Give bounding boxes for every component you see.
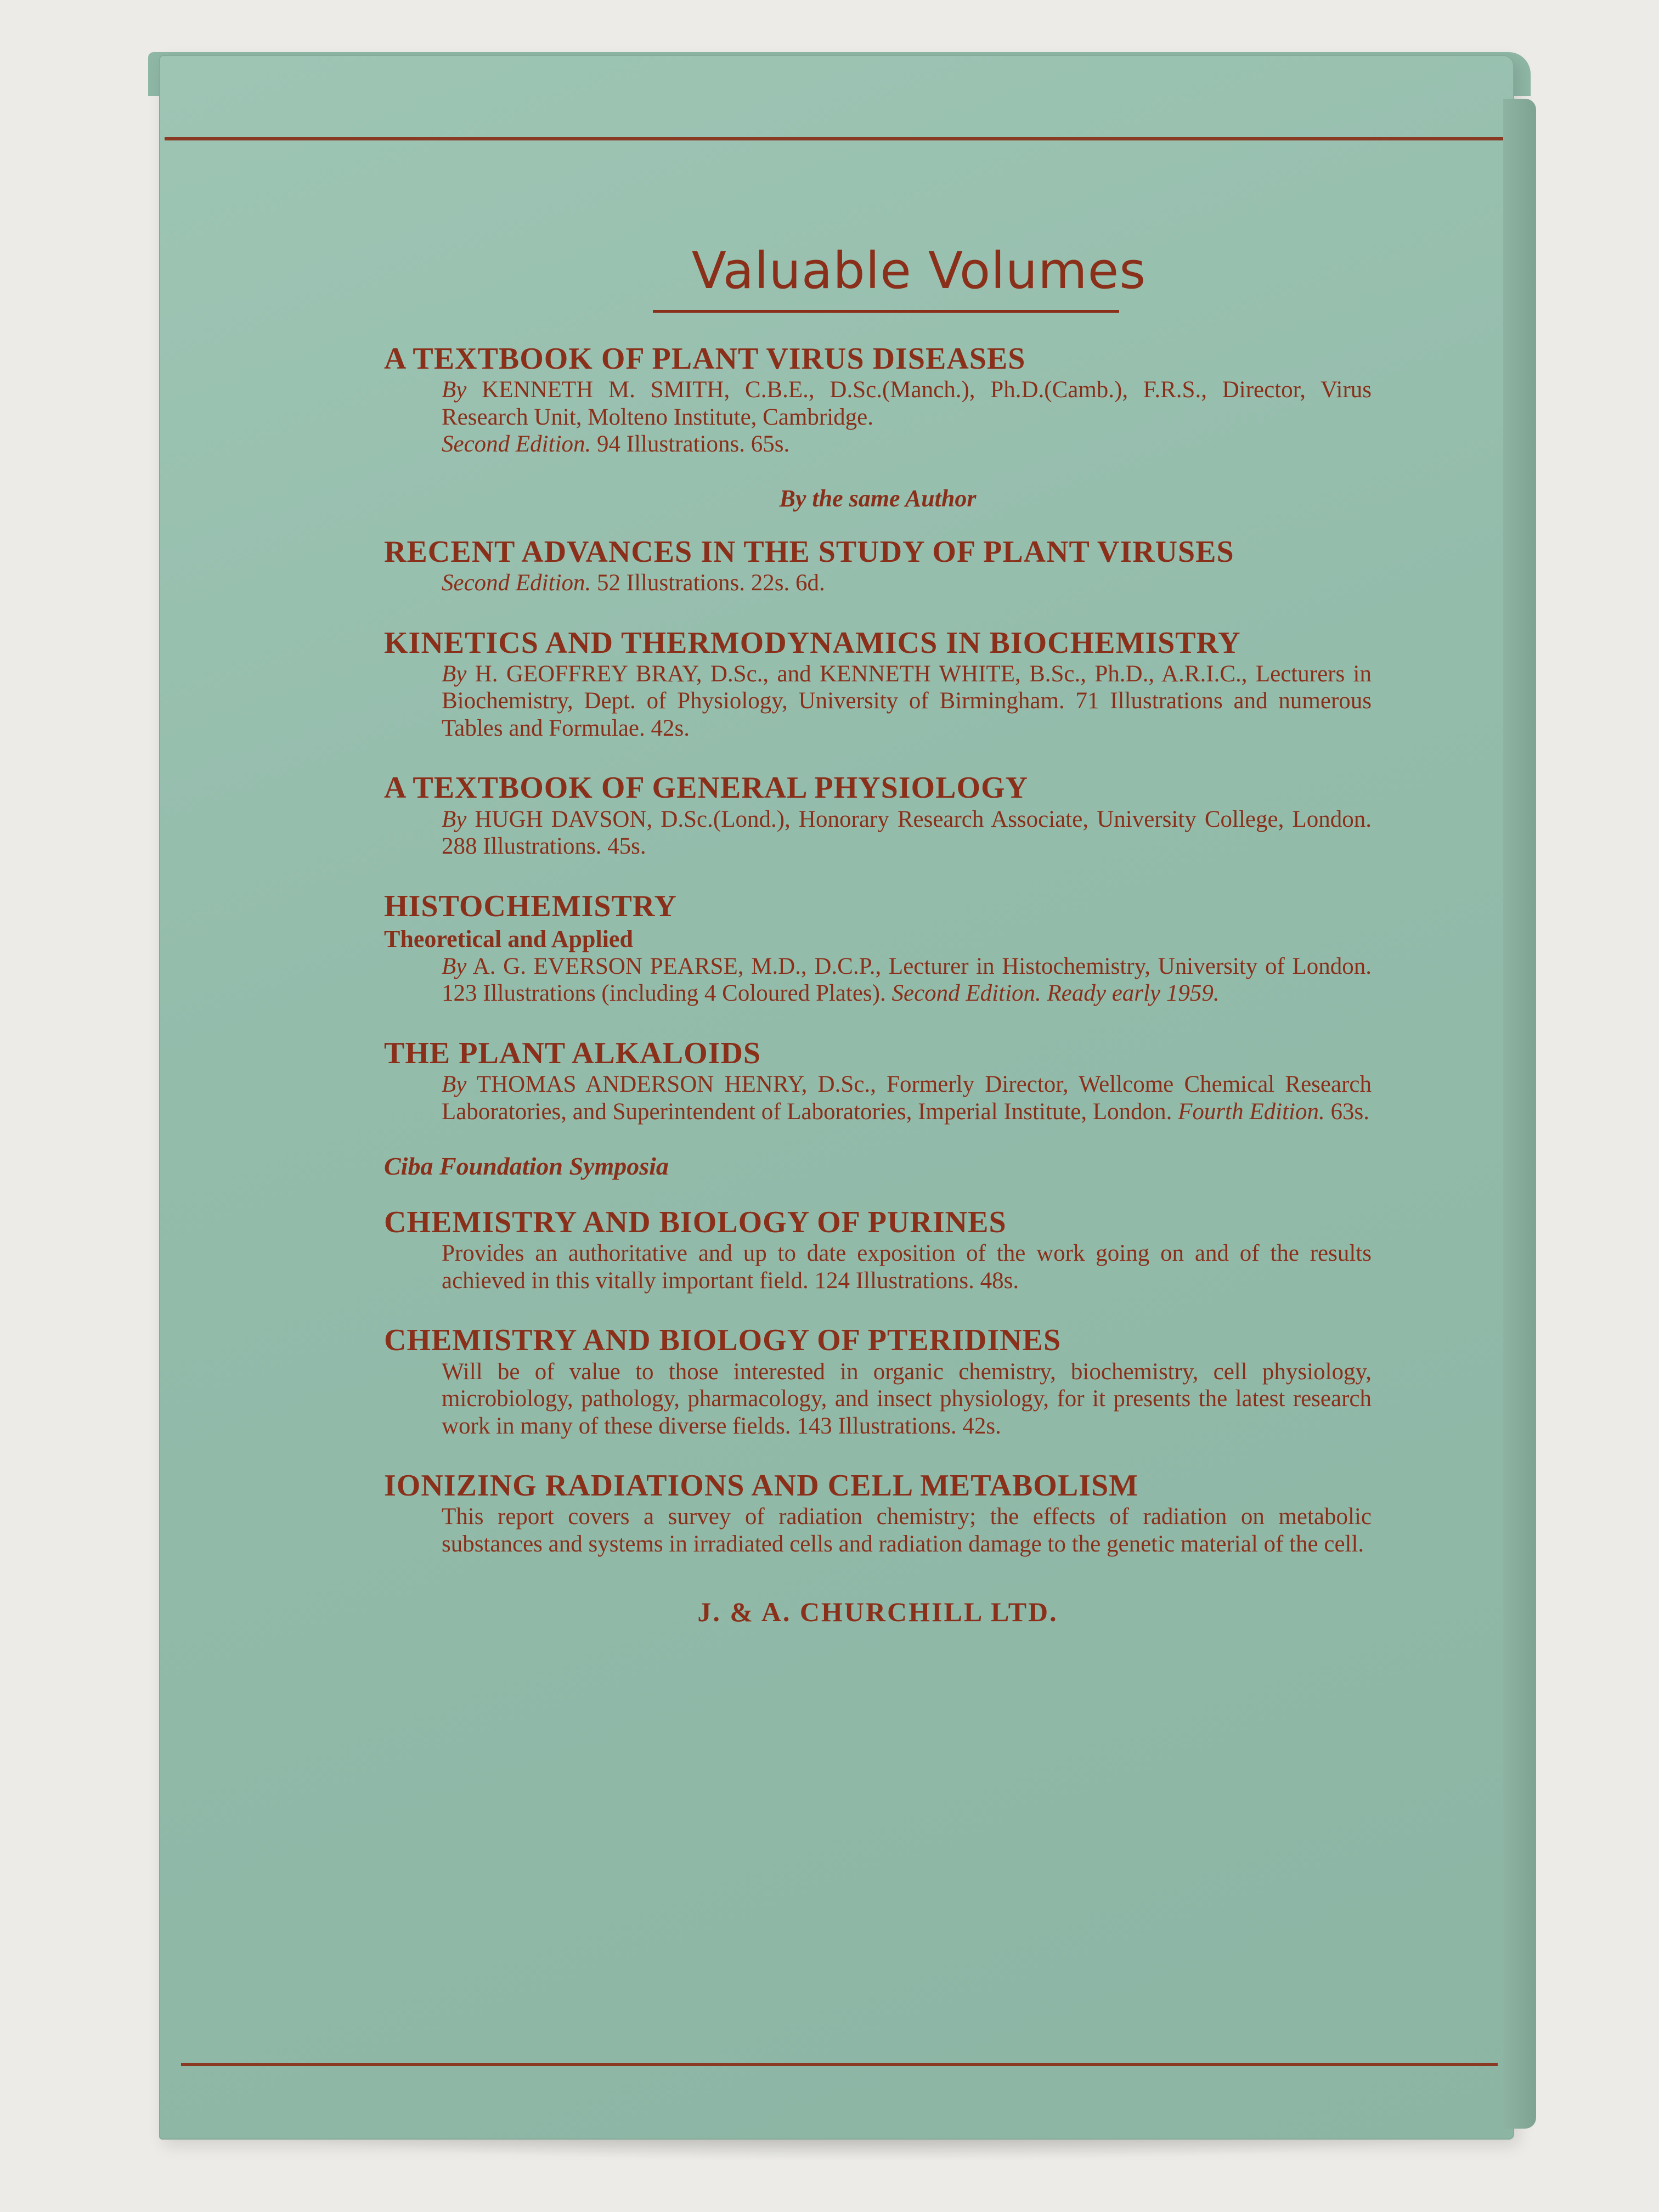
book-description: This report covers a survey of radiation chemistry; the effects of radiation on metabolic substances and systems in irradiated cells and radiation damage to the genetic material of the cell. bbox=[442, 1504, 1372, 1557]
book-entry bbox=[384, 770, 1372, 860]
book-title: IONIZING RADIATIONS AND CELL METABOLISM bbox=[384, 1469, 1138, 1503]
book-title: HISTOCHEMISTRY bbox=[384, 889, 677, 923]
author-details: KENNETH M. SMITH, C.B.E., D.Sc.(Manch.), Ph.D.(Camb.), F.R.S., Director, Virus Research Unit, Molteno Institute, Cambridge. bbox=[442, 377, 1372, 430]
author-details: HUGH DAVSON, D.Sc.(Lond.), Honorary Research Associate, University College, London. 288 Illustrations. 45s. bbox=[442, 806, 1372, 860]
edition: Fourth Edition. bbox=[1178, 1098, 1325, 1125]
book-title: RECENT ADVANCES IN THE STUDY OF PLANT VIRUSES bbox=[384, 534, 1234, 569]
by-prefix: By bbox=[442, 377, 467, 403]
publisher-name: J. & A. CHURCHILL LTD. bbox=[697, 1596, 1058, 1628]
title-underline bbox=[653, 310, 1119, 313]
back-cover-text bbox=[384, 241, 1372, 1628]
book-entry bbox=[384, 534, 1372, 597]
book-title: A TEXTBOOK OF PLANT VIRUS DISEASES bbox=[384, 342, 1026, 376]
book-entry bbox=[384, 625, 1372, 742]
author-details: H. GEOFFREY BRAY, D.Sc., and KENNETH WHITE, B.Sc., Ph.D., A.R.I.C., Lecturers in Biochemistry, Dept. of Physiology, University of Birmingham. 71 Illustrations and numerous Tables and Formulae. 42s. bbox=[442, 661, 1372, 741]
book-title: THE PLANT ALKALOIDS bbox=[384, 1036, 761, 1070]
book-description bbox=[442, 661, 1372, 742]
author-details: THOMAS ANDERSON HENRY, D.Sc., Formerly Director, Wellcome Chemical Research Laboratories, and Superintendent of Laboratories, Imperial Institute, London. bbox=[442, 1071, 1372, 1125]
illustrations-price: 52 Illustrations. 22s. 6d. bbox=[597, 570, 825, 596]
book-title: A TEXTBOOK OF GENERAL PHYSIOLOGY bbox=[384, 771, 1029, 805]
book-entry bbox=[384, 1323, 1372, 1440]
by-prefix: By bbox=[442, 806, 467, 832]
book-spine-edge bbox=[1503, 99, 1536, 2129]
book-entry bbox=[384, 1468, 1372, 1558]
book-description: Provides an authoritative and up to date exposition of the work going on and of the results achieved in this vitally important field. 124 Illustrations. 48s. bbox=[442, 1240, 1372, 1294]
book-description bbox=[442, 569, 1372, 596]
book-description: Will be of value to those interested in organic chemistry, biochemistry, cell physiology, microbiology, pathology, pharmacology, and insect physiology, for it presents the latest research work in many of these diverse fields. 143 Illustrations. 42s. bbox=[442, 1358, 1372, 1439]
book-description bbox=[442, 953, 1372, 1007]
by-prefix: By bbox=[442, 661, 467, 687]
bottom-rule bbox=[181, 2063, 1498, 2066]
price: 63s. bbox=[1330, 1098, 1369, 1125]
by-prefix: By bbox=[442, 953, 467, 979]
book-subtitle: Theoretical and Applied bbox=[384, 925, 633, 952]
book-entry bbox=[384, 1205, 1372, 1294]
page-title: Valuable Volumes bbox=[691, 241, 1147, 300]
author-details: A. G. EVERSON PEARSE, M.D., D.C.P., Lecturer in Histochemistry, University of London. 123 Illustrations (including 4 Coloured Plates). bbox=[442, 953, 1372, 1007]
illustrations-price: 94 Illustrations. 65s. bbox=[597, 431, 790, 458]
book-description bbox=[442, 1071, 1372, 1125]
series-note: Ciba Foundation Symposia bbox=[384, 1152, 669, 1181]
same-author-note: By the same Author bbox=[779, 484, 977, 512]
top-rule bbox=[165, 137, 1503, 140]
book-description bbox=[442, 376, 1372, 458]
book-entry bbox=[384, 341, 1372, 458]
edition: Second Edition. Ready early 1959. bbox=[891, 980, 1220, 1007]
book-title: CHEMISTRY AND BIOLOGY OF PTERIDINES bbox=[384, 1323, 1062, 1358]
by-prefix: By bbox=[442, 1071, 467, 1098]
edition: Second Edition. bbox=[442, 570, 591, 596]
book-title: KINETICS AND THERMODYNAMICS IN BIOCHEMISTRY bbox=[384, 625, 1241, 660]
book-entry bbox=[384, 889, 1372, 1007]
edition: Second Edition. bbox=[442, 431, 591, 458]
book-description bbox=[442, 806, 1372, 860]
book-entry bbox=[384, 1036, 1372, 1125]
book-title: CHEMISTRY AND BIOLOGY OF PURINES bbox=[384, 1205, 1007, 1240]
